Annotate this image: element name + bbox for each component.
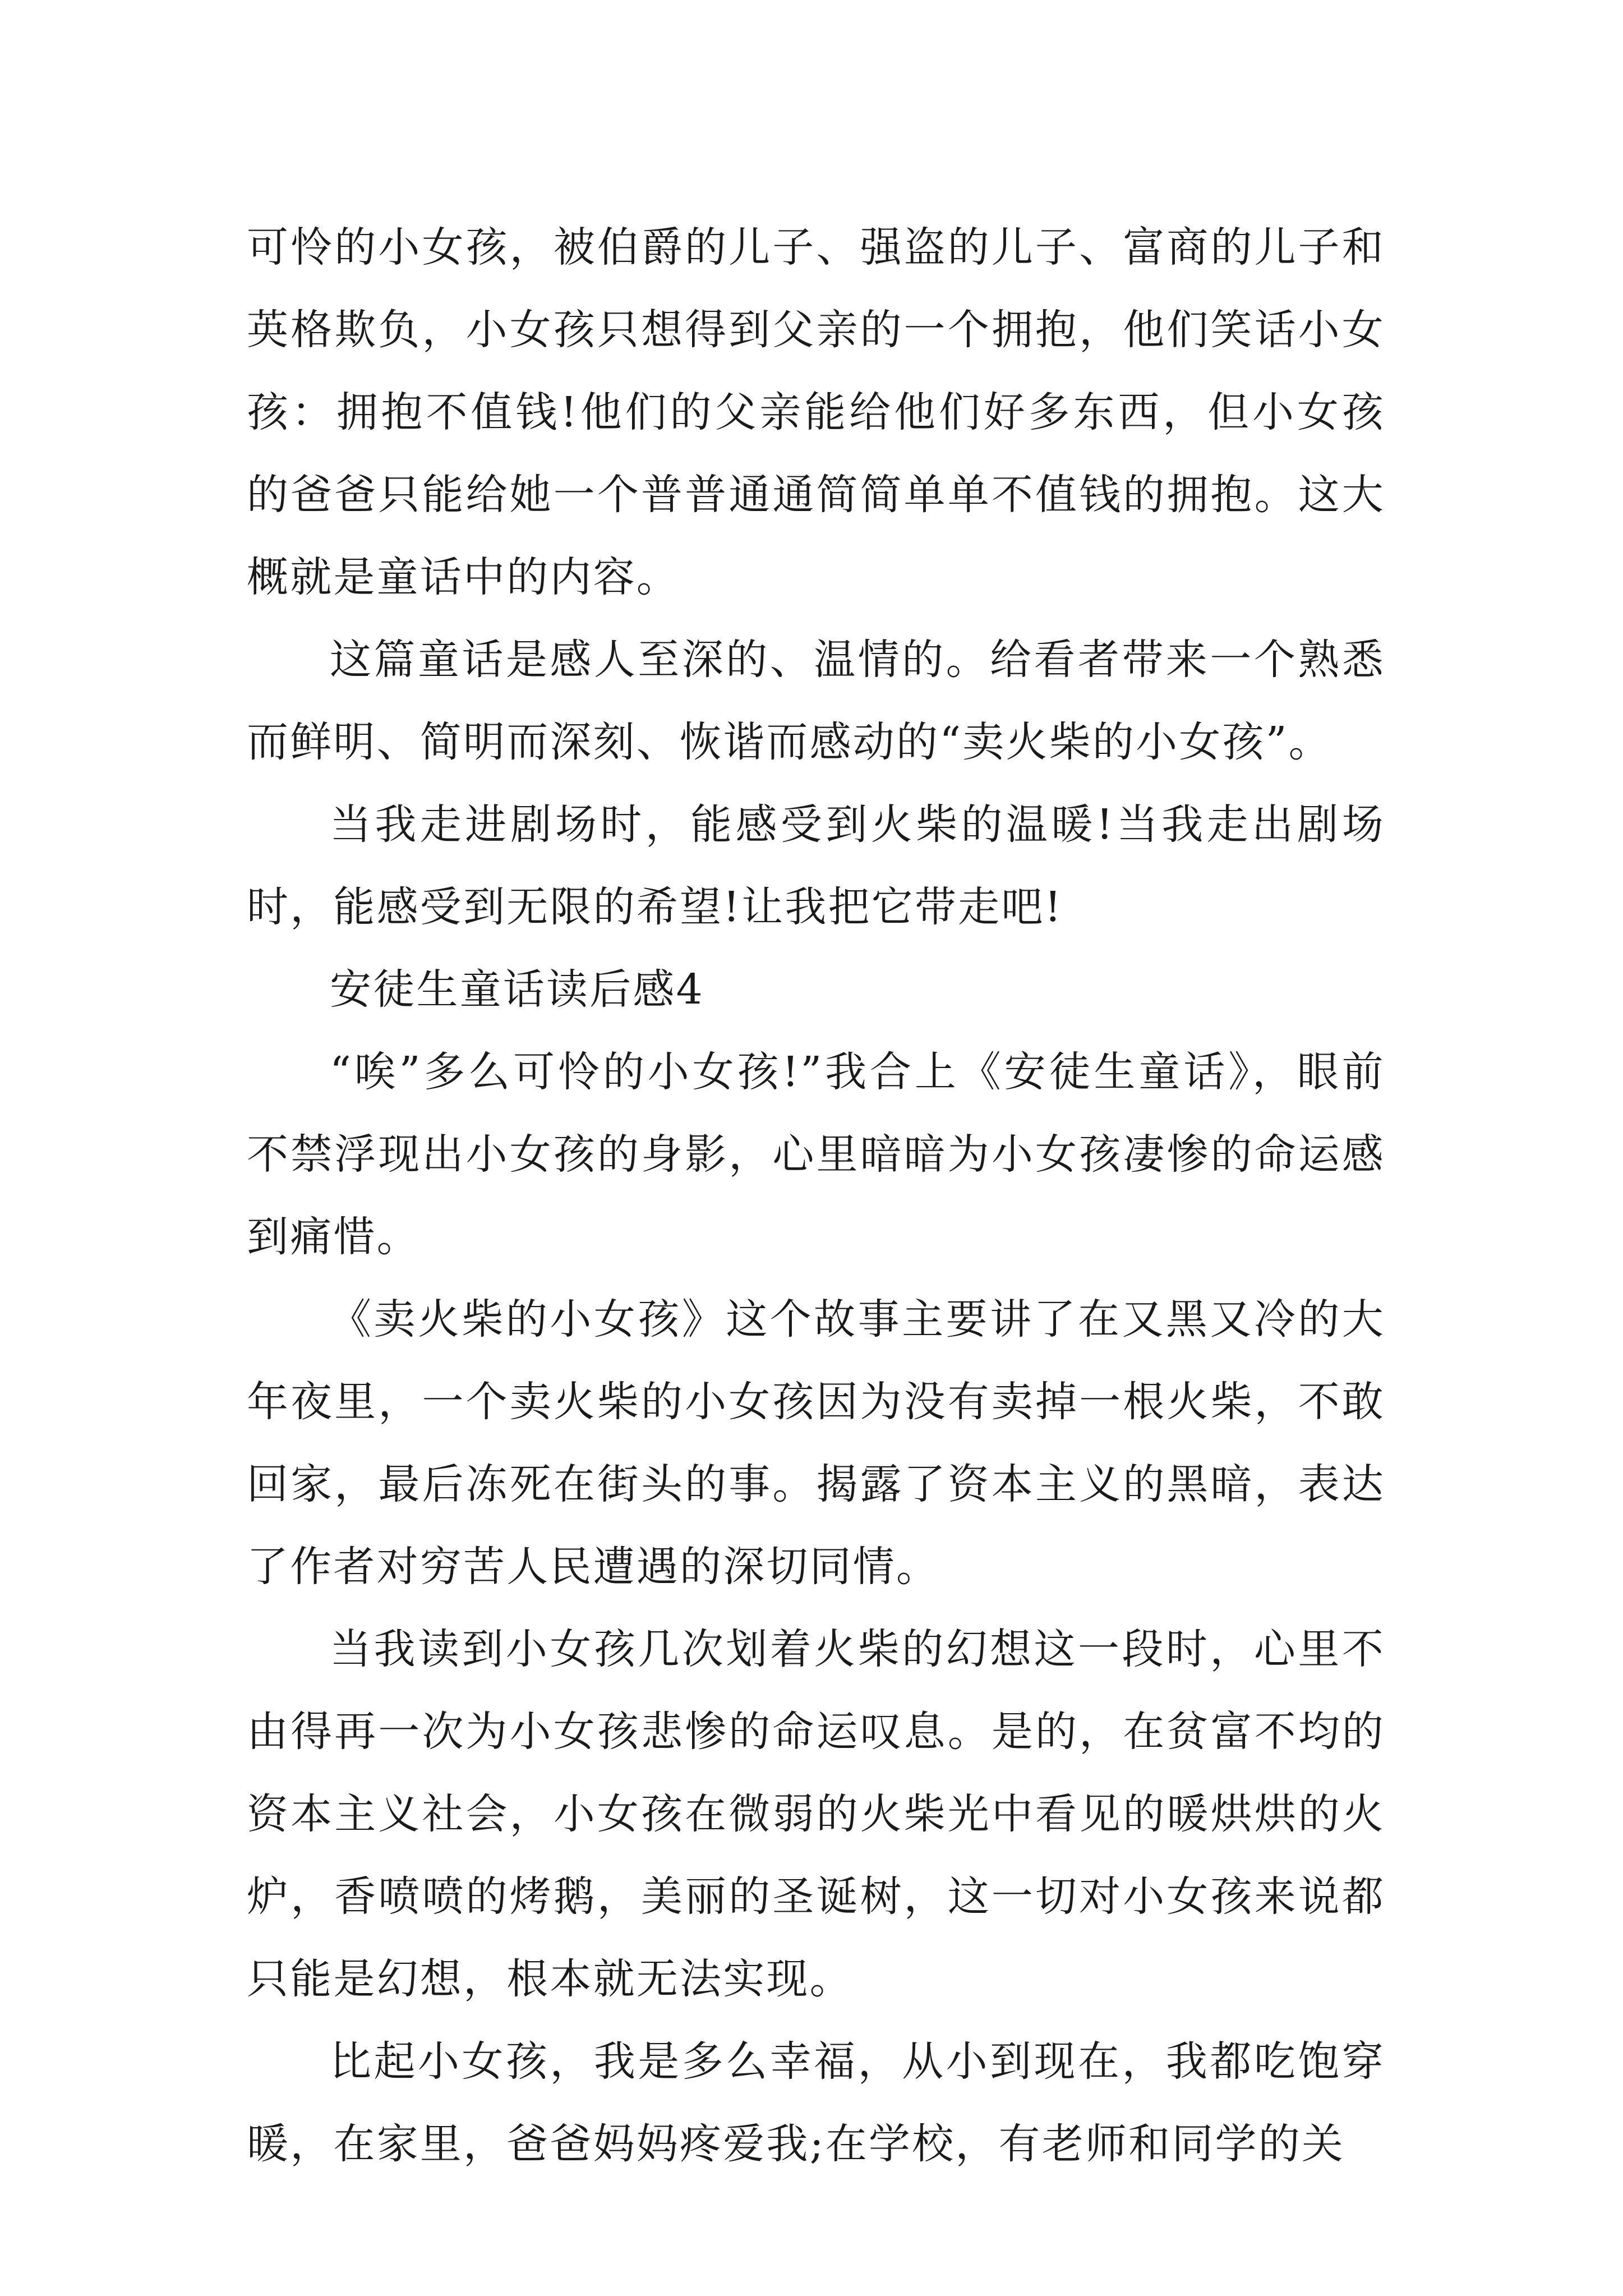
section-heading: 安徒生童话读后感4 (330, 965, 704, 1014)
body-text (247, 206, 1385, 2185)
paragraph: 《卖火柴的小女孩》这个故事主要讲了在又黑又冷的大年夜里，一个卖火柴的小女孩因为没有卖掉一根火柴，不敢回家，最后冻死在街头的事。揭露了资本主义的黑暗，表达了作者对穷苦人民遭遇的深切同情。 (247, 1295, 1385, 1591)
paragraph: 这篇童话是感人至深的、温情的。给看者带来一个熟悉而鲜明、简明而深刻、恢谐而感动的“卖火柴的小女孩”。 (247, 636, 1385, 766)
paragraph: 比起小女孩，我是多么幸福，从小到现在，我都吃饱穿暖，在家里，爸爸妈妈疼爱我;在学校，有老师和同学的关 (247, 2037, 1385, 2168)
paragraph: “唉”多么可怜的小女孩!”我合上《安徒生童话》，眼前不禁浮现出小女孩的身影，心里暗暗为小女孩凄惨的命运感到痛惜。 (247, 1048, 1385, 1261)
paragraph-continuation: 可怜的小女孩，被伯爵的儿子、强盗的儿子、富商的儿子和英格欺负，小女孩只想得到父亲的一个拥抱，他们笑话小女孩：拥抱不值钱!他们的父亲能给他们好多东西，但小女孩的爸爸只能给她一个普普通通简简单单不值钱的拥抱。这大概就是童话中的内容。 (247, 223, 1385, 601)
paragraph: 当我读到小女孩几次划着火柴的幻想这一段时，心里不由得再一次为小女孩悲惨的命运叹息。是的，在贫富不均的资本主义社会，小女孩在微弱的火柴光中看见的暖烘烘的火炉，香喷喷的烤鹅，美丽的圣诞树，这一切对小女孩来说都只能是幻想，根本就无法实现。 (247, 1625, 1385, 2003)
paragraph: 当我走进剧场时，能感受到火柴的温暖!当我走出剧场时，能感受到无限的希望!让我把它带走吧! (247, 800, 1385, 931)
